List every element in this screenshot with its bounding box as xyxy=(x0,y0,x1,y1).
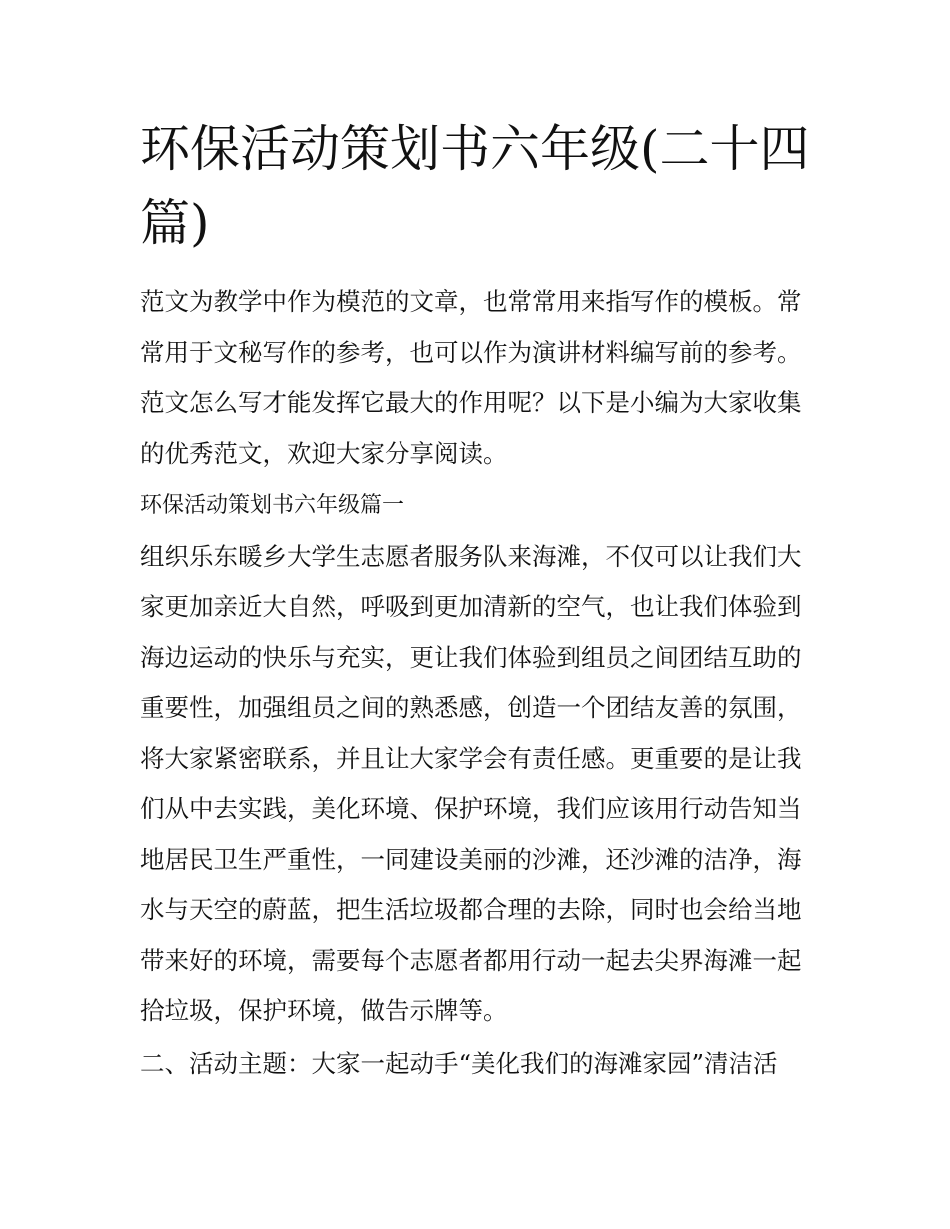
body-paragraph-2: 二、活动主题：大家一起动手“美化我们的海滩家园”清洁活 xyxy=(140,1048,778,1078)
body-paragraph-1: 组织乐东暖乡大学生志愿者服务队来海滩，不仅可以让我们大家更加亲近大自然，呼吸到更加清新的空气，也让我们体验到海边运动的快乐与充实，更让我们体验到组员之间团结互助的重要性，加强组员之间的熟悉感，创造一个团结友善的氛围，将大家紧密联系，并且让大家学会有责任感。更重要的是让我们从中去实践，美化环境、保护环境，我们应该用行动告知当地居民卫生严重性，一同建设美丽的沙滩，还沙滩的洁净，海水与天空的蔚蓝，把生活垃圾都合理的去除，同时也会给当地带来好的环境，需要每个志愿者都用行动一起去尖界海滩一起拾垃圾，保护环境，做告示牌等。 xyxy=(140,541,802,1025)
section-heading: 环保活动策划书六年级篇一 xyxy=(140,493,405,518)
document-title: 环保活动策划书六年级(二十四篇) xyxy=(140,120,810,252)
document-body xyxy=(140,277,816,1089)
intro-paragraph: 范文为教学中作为模范的文章，也常常用来指写作的模板。常常用于文秘写作的参考，也可以作为演讲材料编写前的参考。范文怎么写才能发挥它最大的作用呢？以下是小编为大家收集的优秀范文，欢迎大家分享阅读。 xyxy=(140,287,802,468)
